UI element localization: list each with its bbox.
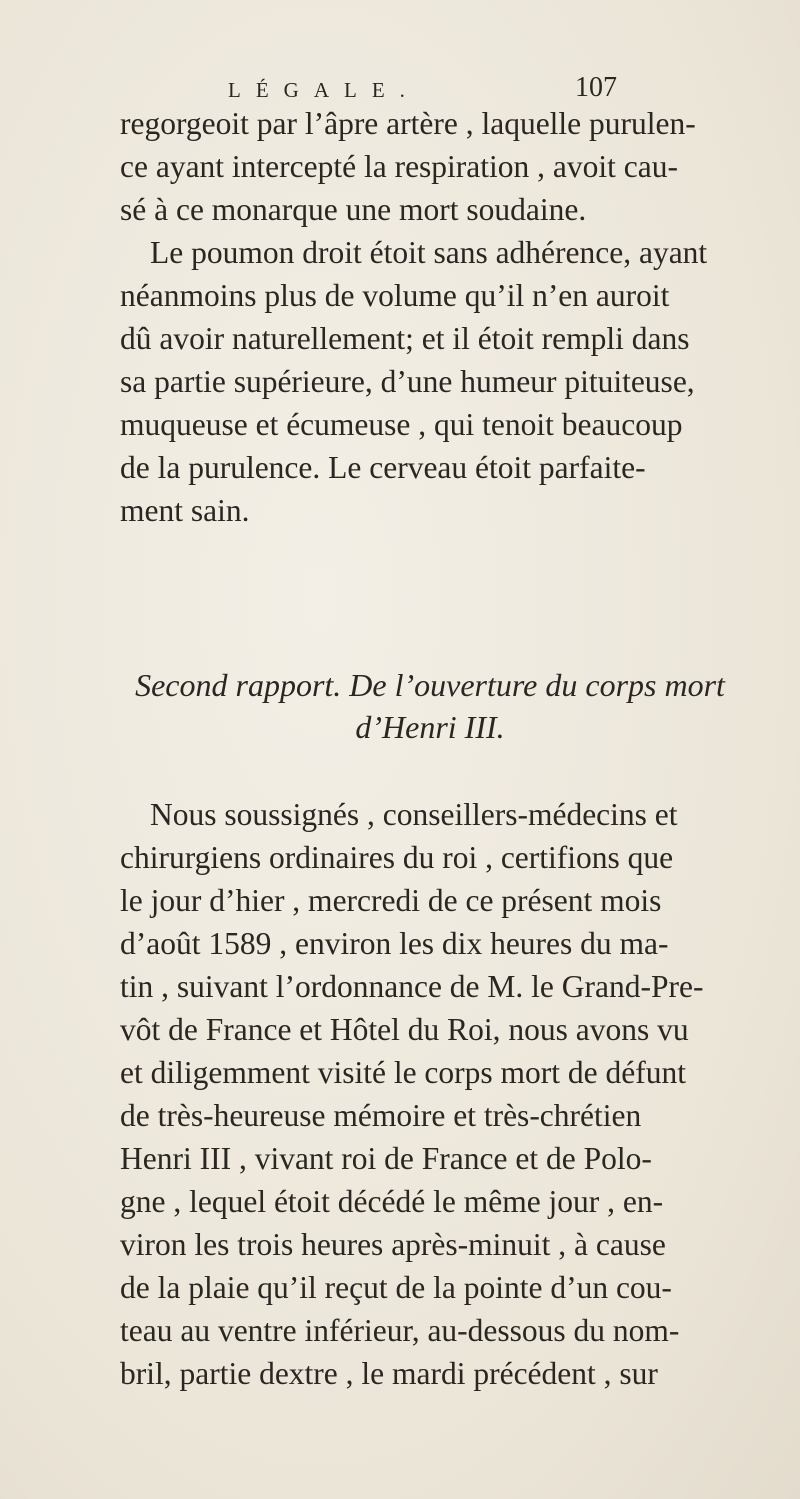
text-line: sa partie supérieure, d’une humeur pituiteuse, bbox=[120, 364, 695, 399]
section-heading bbox=[120, 664, 740, 748]
heading-line-1: Second rapport. De l’ouverture du corps mort bbox=[135, 667, 725, 703]
paragraph-1 bbox=[120, 102, 740, 532]
running-head: LÉGALE. bbox=[228, 78, 420, 102]
paragraph-3 bbox=[120, 793, 740, 1395]
heading-line-2: d’Henri III. bbox=[355, 709, 505, 745]
text-line: tin , suivant l’ordonnance de M. le Grand-Pre- bbox=[120, 969, 704, 1004]
text-line: le jour d’hier , mercredi de ce présent mois bbox=[120, 883, 662, 918]
page-number: 107 bbox=[575, 72, 617, 103]
text-line: ment sain. bbox=[120, 493, 250, 528]
text-line: de très-heureuse mémoire et très-chrétien bbox=[120, 1098, 642, 1133]
text-line: muqueuse et écumeuse , qui tenoit beaucoup bbox=[120, 407, 683, 442]
text-line: dû avoir naturellement; et il étoit rempli dans bbox=[120, 321, 690, 356]
text-line: Henri III , vivant roi de France et de Polo- bbox=[120, 1141, 652, 1176]
text-line: regorgeoit par l’âpre artère , laquelle purulen- bbox=[120, 106, 696, 141]
text-line: ce ayant intercepté la respiration , avoit cau- bbox=[120, 149, 678, 184]
text-line: teau au ventre inférieur, au-dessous du nom- bbox=[120, 1313, 680, 1348]
text-line: bril, partie dextre , le mardi précédent , sur bbox=[120, 1356, 658, 1391]
text-line: Nous soussignés , conseillers-médecins et bbox=[150, 797, 678, 832]
text-line: chirurgiens ordinaires du roi , certifions que bbox=[120, 840, 674, 875]
text-line: de la purulence. Le cerveau étoit parfaite- bbox=[120, 450, 646, 485]
text-line: Le poumon droit étoit sans adhérence, ayant bbox=[150, 235, 708, 270]
text-line: et diligemment visité le corps mort de défunt bbox=[120, 1055, 686, 1090]
text-line: de la plaie qu’il reçut de la pointe d’un cou- bbox=[120, 1270, 672, 1305]
text-line: sé à ce monarque une mort soudaine. bbox=[120, 192, 587, 227]
text-line: néanmoins plus de volume qu’il n’en auroit bbox=[120, 278, 670, 313]
text-line: d’août 1589 , environ les dix heures du ma- bbox=[120, 926, 669, 961]
text-line: viron les trois heures après-minuit , à cause bbox=[120, 1227, 666, 1262]
text-line: vôt de France et Hôtel du Roi, nous avons vu bbox=[120, 1012, 689, 1047]
text-line: gne , lequel étoit décédé le même jour , en- bbox=[120, 1184, 664, 1219]
